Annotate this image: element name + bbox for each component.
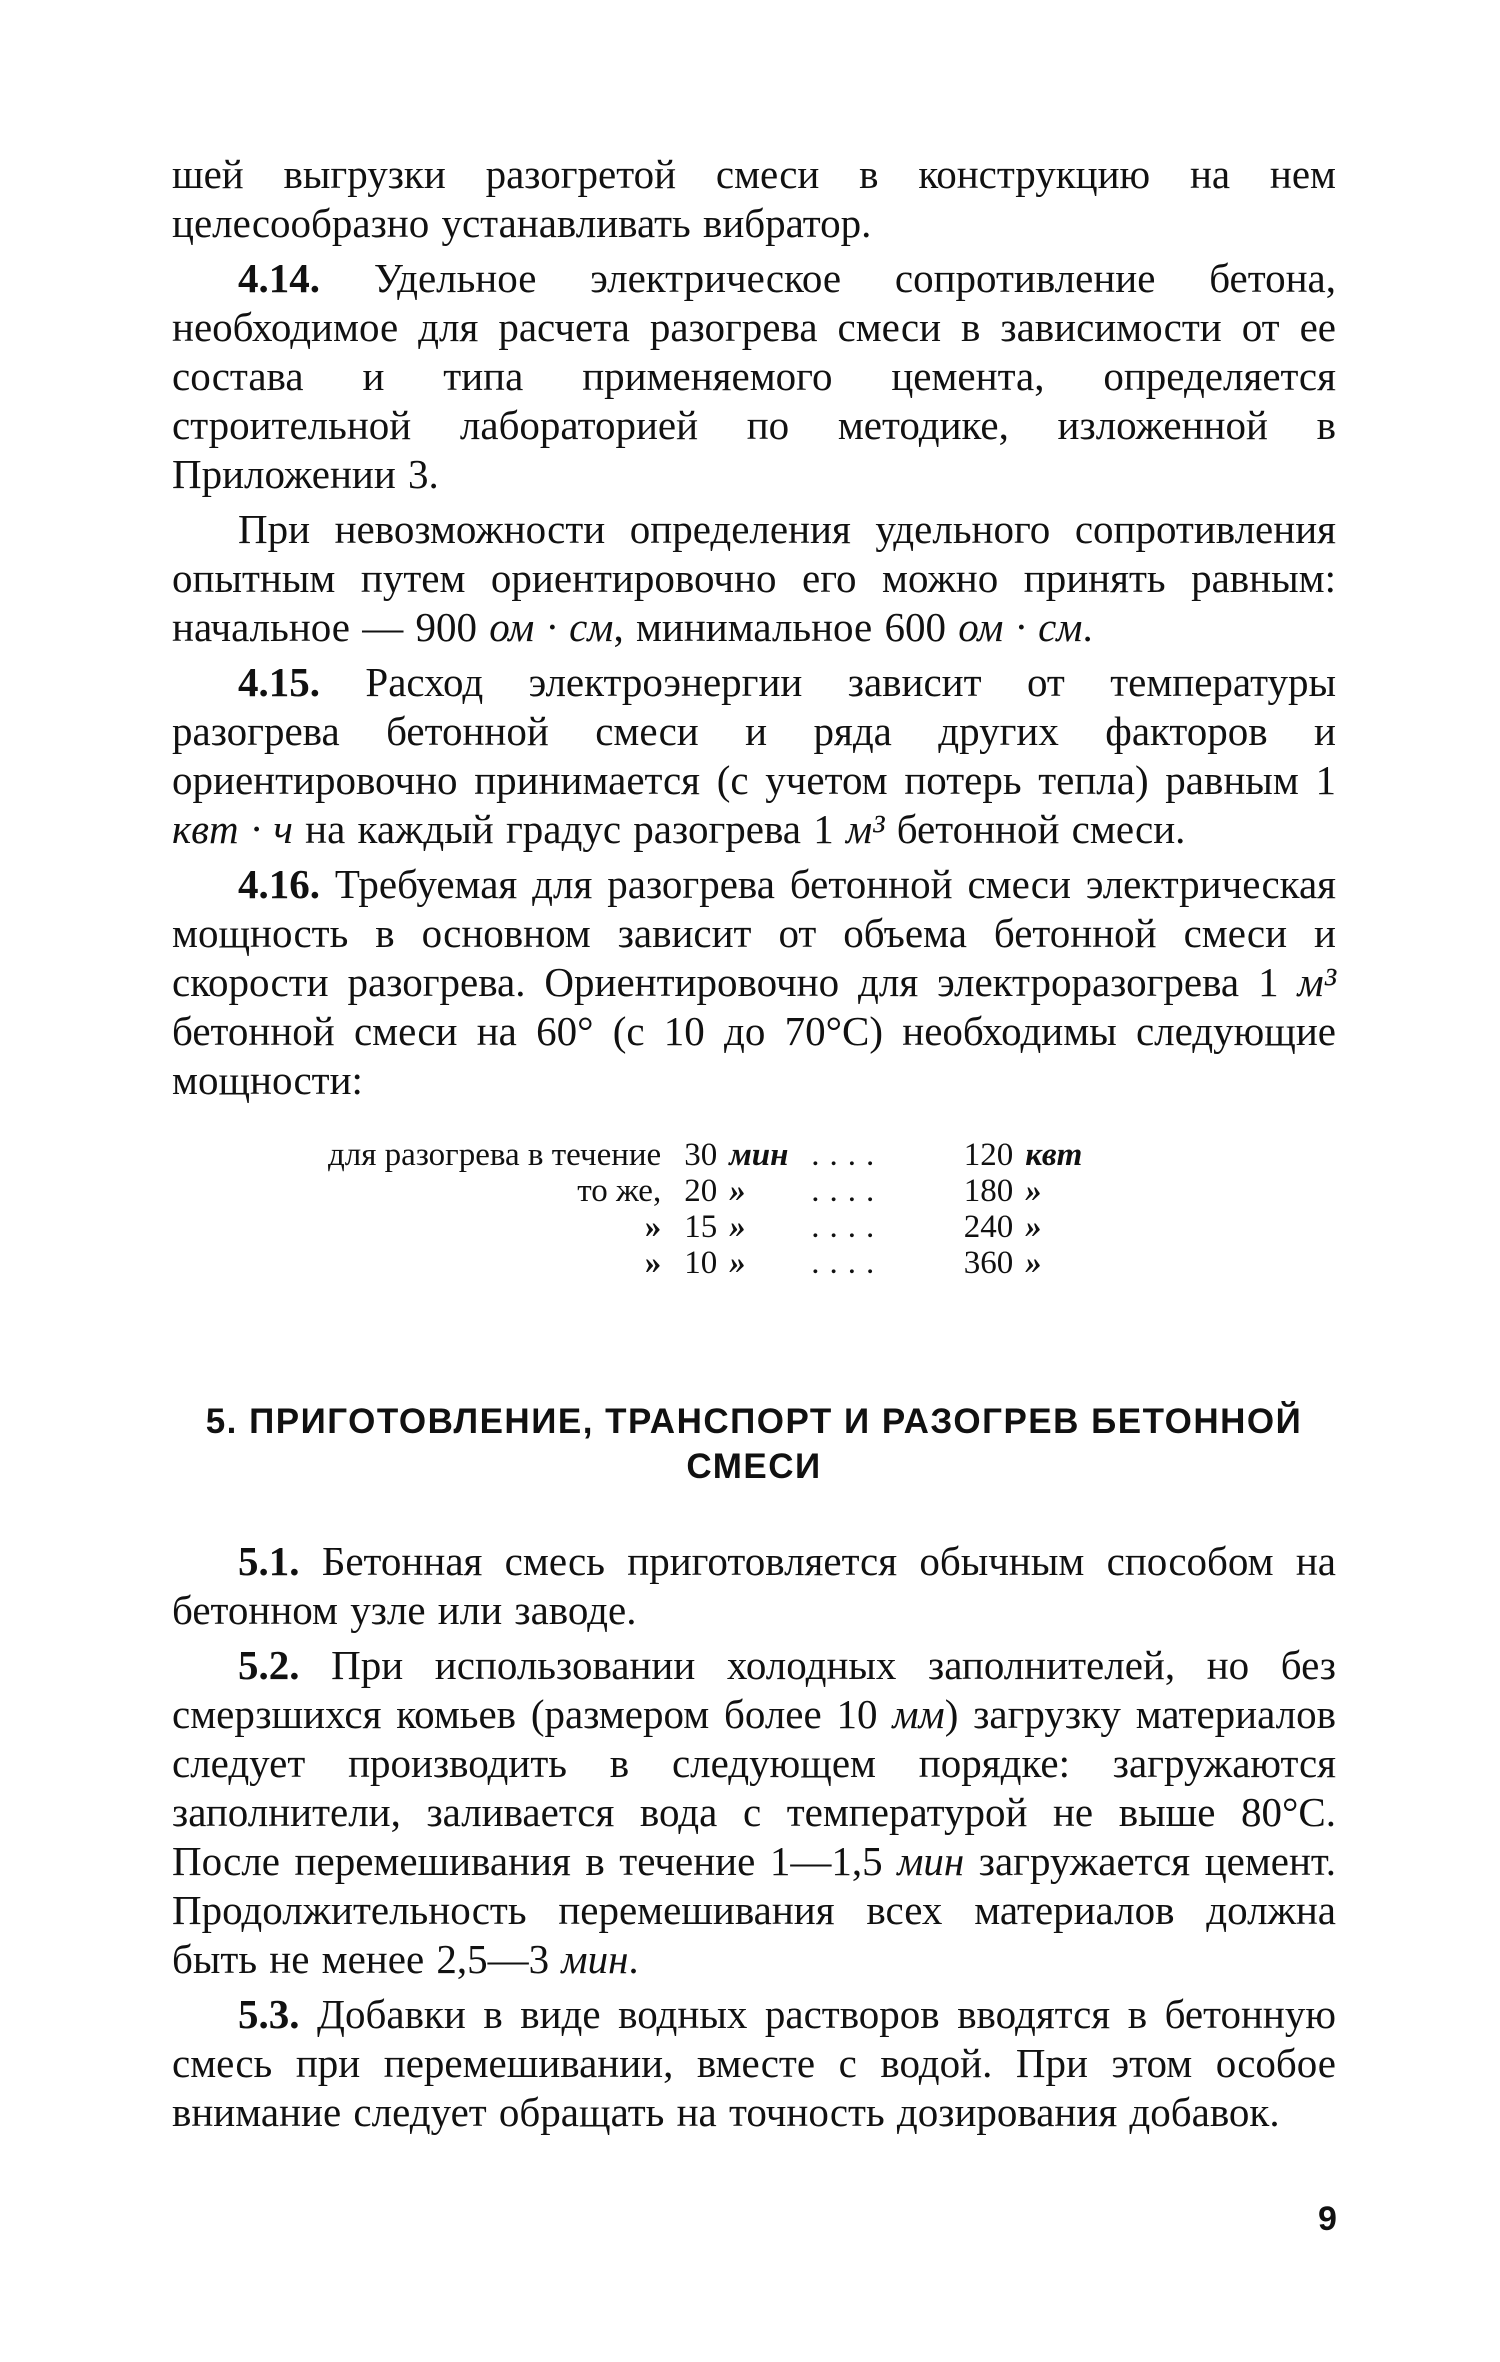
unit-label: квт · ч xyxy=(172,806,293,852)
time-unit: » xyxy=(729,1245,746,1281)
text-fragment: загружается цемент. Продолжительность перемешивания всех материалов должна быть не менее 2,5—3 xyxy=(172,1838,1336,1982)
clause-number: 5.3. xyxy=(238,1991,300,2037)
text-fragment: бетонной смеси. xyxy=(884,806,1186,852)
paragraph-5-3 xyxy=(172,1990,1336,2137)
paragraph-intro xyxy=(172,150,1336,248)
section-heading-line: 5. ПРИГОТОВЛЕНИЕ, ТРАНСПОРТ И РАЗОГРЕВ БЕТОННОЙ xyxy=(205,1402,1303,1441)
time-unit: » xyxy=(729,1209,746,1245)
text-fragment: Требуемая для разогрева бетонной смеси электрическая мощность в основном зависит от объема бетонной смеси и скорости разогрева. Ориентировочно для электроразогрева 1 xyxy=(172,861,1336,1005)
clause-text: Добавки в виде водных растворов вводятся в бетонную смесь при перемешивании, вместе с водой. При этом особое внимание следует обращать на точность дозирования добавок. xyxy=(172,1991,1336,2135)
clause-number: 4.16. xyxy=(238,861,320,907)
table-row xyxy=(322,1137,1088,1173)
leader-dots: .... xyxy=(811,1245,885,1281)
power-value: 360 xyxy=(963,1245,1014,1281)
leader-dots: .... xyxy=(811,1209,885,1245)
unit-label: ом · см xyxy=(958,604,1083,650)
unit-label: ом · см xyxy=(489,604,614,650)
paragraph-4-15 xyxy=(172,658,1336,854)
clause-number: 5.1. xyxy=(238,1538,300,1584)
time-unit: » xyxy=(729,1173,746,1209)
clause-text: Удельное электрическое сопротивление бетона, необходимое для расчета разогрева смеси в зависимости от ее состава и типа применяемого цемента, определяется строительной лабораторией по методике, изложенной в Приложении 3. xyxy=(172,255,1336,497)
unit-label: мм xyxy=(892,1691,945,1737)
power-value: 120 xyxy=(963,1137,1014,1173)
paragraph-5-2 xyxy=(172,1641,1336,1984)
clause-number: 4.14. xyxy=(238,255,320,301)
power-value: 240 xyxy=(963,1209,1014,1245)
text-fragment: ) загрузку материалов следует производить в следующем порядке: загружаются заполнители, заливается вода с температурой не выше 80°С. После перемешивания в течение 1—1,5 xyxy=(172,1691,1337,1884)
table-row xyxy=(322,1245,1088,1281)
power-table xyxy=(322,1137,1088,1281)
leader-dots: .... xyxy=(811,1137,885,1173)
text-fragment: При невозможности определения удельного сопротивления опытным путем ориентировочно его можно принять равным: начальное — 900 xyxy=(172,506,1336,650)
page-number: 9 xyxy=(1318,2200,1337,2238)
paragraph-4-14 xyxy=(172,254,1336,499)
text-fragment: Расход электроэнергии зависит от температуры разогрева бетонной смеси и ряда других факторов и ориентировочно принимается (с учетом потерь тепла) равным 1 xyxy=(172,659,1336,803)
table-row xyxy=(322,1209,1088,1245)
power-unit: » xyxy=(1025,1209,1042,1245)
paragraph-4-14-resistance xyxy=(172,505,1336,652)
power-unit: » xyxy=(1025,1173,1042,1209)
heating-time: 20 xyxy=(684,1173,718,1209)
power-unit: » xyxy=(1025,1245,1042,1281)
unit-label: м³ xyxy=(1297,959,1336,1005)
row-label: для разогрева в течение xyxy=(328,1137,662,1173)
paragraph-5-1 xyxy=(172,1537,1336,1635)
section-heading xyxy=(172,1399,1336,1489)
clause-number: 5.2. xyxy=(238,1642,300,1688)
time-unit: мин xyxy=(729,1137,789,1173)
row-label: » xyxy=(644,1209,662,1245)
page-body xyxy=(172,150,1336,2143)
unit-label: мин xyxy=(897,1838,965,1884)
text-fragment: на каждый градус разогрева 1 xyxy=(292,806,846,852)
row-label: » xyxy=(644,1245,662,1281)
text-fragment: . xyxy=(1082,604,1093,650)
table-row xyxy=(322,1173,1088,1209)
section-heading-line: СМЕСИ xyxy=(686,1447,822,1486)
text-fragment: При использовании холодных заполнителей, но без смерзшихся комьев (размером более 10 xyxy=(172,1642,1336,1737)
power-unit: квт xyxy=(1025,1137,1083,1173)
clause-number: 4.15. xyxy=(238,659,320,705)
unit-label: мин xyxy=(561,1936,629,1982)
row-label: то же, xyxy=(577,1173,662,1209)
heating-time: 10 xyxy=(684,1245,718,1281)
heating-time: 15 xyxy=(684,1209,718,1245)
clause-text: Бетонная смесь приготовляется обычным способом на бетонном узле или заводе. xyxy=(172,1538,1336,1633)
paragraph-4-16 xyxy=(172,860,1336,1105)
unit-label: м³ xyxy=(845,806,885,852)
text-fragment: бетонной смеси на 60° (с 10 до 70°С) необходимы следующие мощности: xyxy=(172,1008,1336,1103)
heating-time: 30 xyxy=(684,1137,718,1173)
paragraph-intro-text: шей выгрузки разогретой смеси в конструкцию на нем целесообразно устанавливать вибратор. xyxy=(172,151,1336,246)
text-fragment: . xyxy=(628,1936,639,1982)
text-fragment: , минимальное 600 xyxy=(613,604,959,650)
leader-dots: .... xyxy=(811,1173,885,1209)
power-value: 180 xyxy=(963,1173,1014,1209)
